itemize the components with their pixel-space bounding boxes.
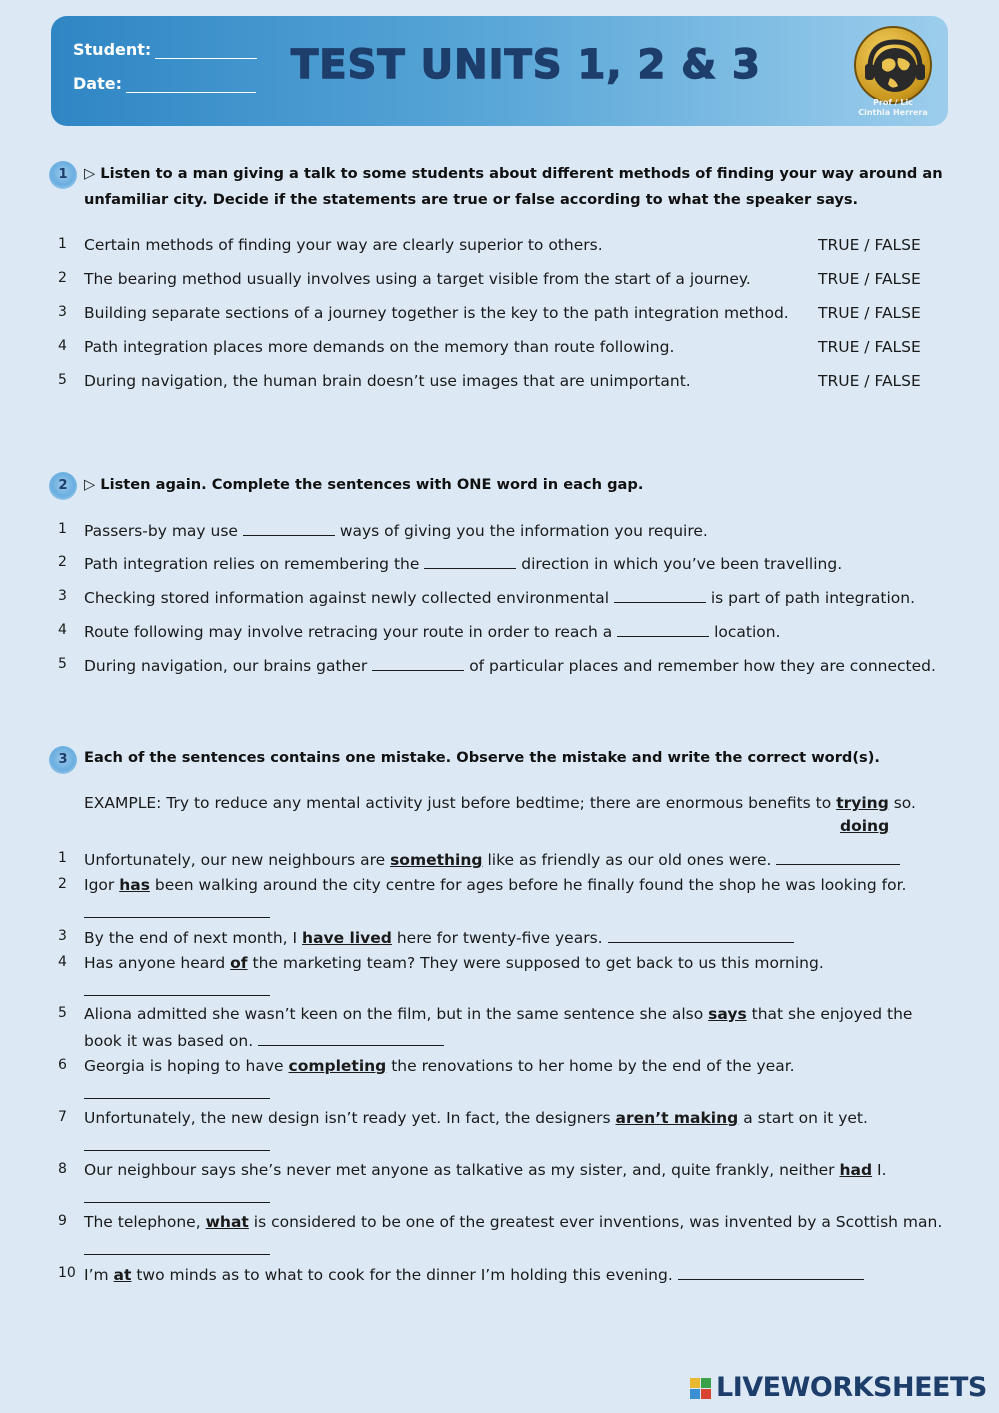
answer-input[interactable] xyxy=(84,1188,270,1203)
logo-caption: Prof / Lic Cinthia Herrera xyxy=(858,98,928,117)
section-3-instruction: Each of the sentences contains one mistake. Observe the mistake and write the correct word(s). xyxy=(84,749,880,766)
section-3-badge: 3 xyxy=(49,746,77,774)
answer-input[interactable] xyxy=(776,850,900,865)
mistake-word: something xyxy=(390,851,483,869)
mistake-word: completing xyxy=(288,1057,387,1075)
mistake-word: had xyxy=(839,1161,873,1179)
section-1-badge: 1 xyxy=(49,161,77,189)
answer-input[interactable] xyxy=(678,1265,864,1280)
section-1-instruction: ▷ Listen to a man giving a talk to some students about different methods of finding your way around an unfamiliar city. Decide if the statements are true or false according to what the speaker says. xyxy=(84,165,943,208)
mistake-word: says xyxy=(708,1005,747,1023)
answer-input[interactable] xyxy=(84,903,270,918)
mistake-word: of xyxy=(230,954,248,972)
example-mistake: trying xyxy=(836,794,889,812)
true-false-choice[interactable]: TRUE / FALSE xyxy=(818,270,921,288)
mistake-word: have lived xyxy=(302,929,392,947)
header-banner xyxy=(51,16,948,126)
gap-input[interactable] xyxy=(617,622,709,637)
answer-input[interactable] xyxy=(258,1031,444,1046)
page-title: TEST UNITS 1, 2 & 3 xyxy=(291,42,761,88)
true-false-choice[interactable]: TRUE / FALSE xyxy=(818,372,921,390)
mistake-word: aren’t making xyxy=(615,1109,739,1127)
date-field xyxy=(73,74,256,93)
mistake-word: what xyxy=(205,1213,249,1231)
true-false-choice[interactable]: TRUE / FALSE xyxy=(818,304,921,322)
answer-input[interactable] xyxy=(84,1136,270,1151)
gap-input[interactable] xyxy=(243,521,335,536)
example-answer: doing xyxy=(840,817,890,835)
student-input[interactable] xyxy=(155,43,257,59)
mistake-word: at xyxy=(113,1266,132,1284)
true-false-choice[interactable]: TRUE / FALSE xyxy=(818,338,921,356)
section-2-badge: 2 xyxy=(49,472,77,500)
true-false-choice[interactable]: TRUE / FALSE xyxy=(818,236,921,254)
answer-input[interactable] xyxy=(84,1240,270,1255)
student-field xyxy=(73,40,257,59)
answer-input[interactable] xyxy=(608,928,794,943)
section-2-instruction: ▷ Listen again. Complete the sentences with ONE word in each gap. xyxy=(84,476,644,493)
date-label: Date: xyxy=(73,74,122,93)
gap-input[interactable] xyxy=(614,588,706,603)
mistake-word: has xyxy=(119,876,150,894)
gap-input[interactable] xyxy=(424,554,516,569)
answer-input[interactable] xyxy=(84,1084,270,1099)
gap-input[interactable] xyxy=(372,656,464,671)
headphones-globe-logo xyxy=(854,26,932,104)
student-label: Student: xyxy=(73,40,152,59)
liveworksheets-brand: LIVEWORKSHEETS xyxy=(716,1372,987,1403)
liveworksheets-icon xyxy=(690,1378,712,1402)
answer-input[interactable] xyxy=(84,981,270,996)
date-input[interactable] xyxy=(126,77,256,93)
